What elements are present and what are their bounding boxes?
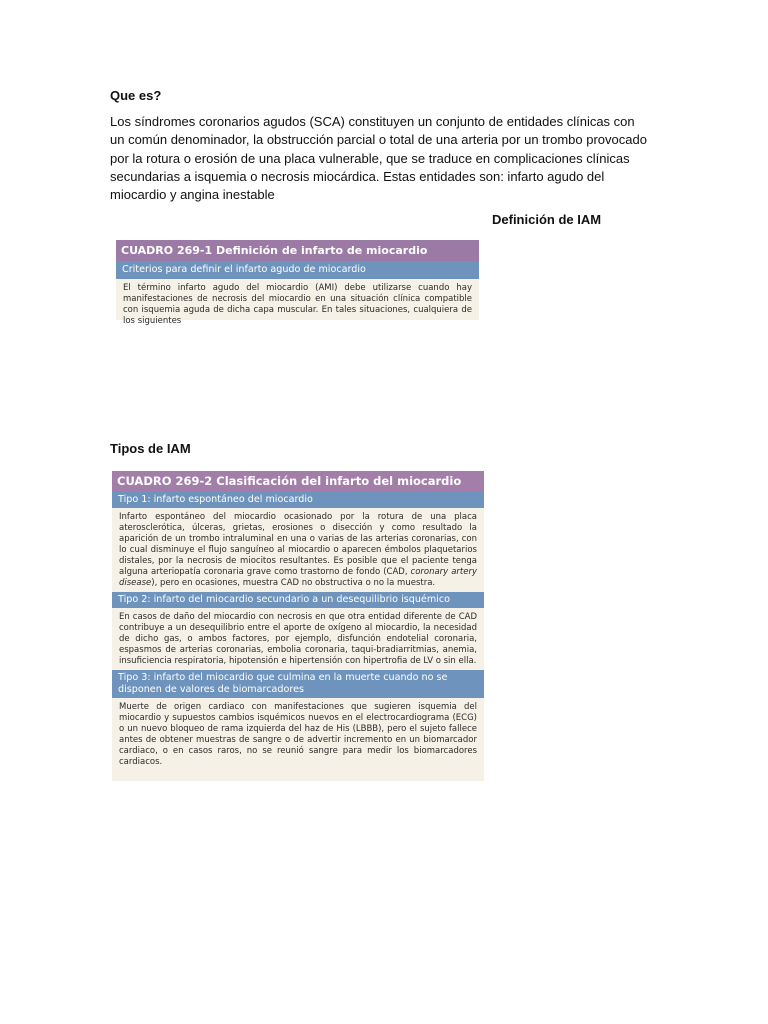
heading-que-es: Que es? (110, 88, 162, 103)
tipo3-header: Tipo 3: infarto del miocardio que culmina en la muerte cuando no se disponen de valores de biomarcadores (112, 670, 484, 698)
tipo2-body: En casos de daño del miocardio con necrosis en que otra entidad diferente de CAD contribuye a un desequilibrio entre el aporte de oxígeno al miocardio, la necesidad de dicho gas, o ambos factores, por ejemplo, disfunción endotelial coronaria, espasmos de arterias coronarias, embolia coronaria, taqui-bradiarritmias, anemia, insuficiencia respiratoria, hipotensión e hipertensión con hipertrofia de LV o sin ella. (119, 612, 477, 666)
tipo1-body-text-b: ), pero en ocasiones, muestra CAD no obstructiva o no la muestra. (151, 578, 436, 588)
cuadro-269-2-title: CUADRO 269-2 Clasificación del infarto del miocardio (112, 471, 484, 492)
cuadro-269-1-image (116, 240, 479, 326)
intro-paragraph: Los síndromes coronarios agudos (SCA) constituyen un conjunto de entidades clínicas con un común denominador, la obstrucción parcial o total de una arteria por un trombo provocado por la rotura o erosión de una placa vulnerable, que se traduce en complicaciones clínicas secundarias a isquemia o necrosis miocárdica. Estas entidades son: infarto agudo del miocardio y angina inestable (110, 114, 647, 203)
tipo1-body-italic: coronary artery disease (119, 567, 477, 588)
tipo1-body (112, 508, 484, 592)
tipo3-body: Muerte de origen cardiaco con manifestaciones que sugieren isquemia del miocardio y supuestos cambios isquémicos nuevos en el electrocardiograma (ECG) o un nuevo bloqueo de rama izquierda del haz de His (LBBB), pero el sujeto fallece antes de obtener muestras de sangre o de advertir incremento en un biomarcador cardiaco, o en casos raros, no se reunió sangre para medir los biomarcadores cardiacos. (119, 702, 477, 767)
tipo2-header: Tipo 2: infarto del miocardio secundario a un desequilibrio isquémico (112, 592, 484, 608)
heading-tipos-iam: Tipos de IAM (110, 441, 191, 456)
tipo1-body-text-a: Infarto espontáneo del miocardio ocasionado por la rotura de una placa aterosclerótica, úlceras, grietas, erosiones o disección y como resultado la aparición de un trombo intraluminal en una o varias de las arterias coronarias, con lo cual disminuye el flujo sanguíneo al miocardio o aparecen émbolos plaquetarios distales, por la necrosis de miocitos resultantes. Es posible que el paciente tenga alguna arteriopatía coronaria grave como trastorno de fondo (CAD, (119, 512, 477, 577)
cuadro-269-1-body: El término infarto agudo del miocardio (AMI) debe utilizarse cuando hay manifestaciones de necrosis del miocardio en una situación clínica compatible con isquemia aguda de dicha capa muscular. En tales situaciones, cualquiera de los siguientes (123, 283, 472, 326)
cuadro-269-2-image (112, 471, 484, 781)
tipo1-header: Tipo 1: infarto espontáneo del miocardio (112, 492, 484, 508)
heading-definicion-iam: Definición de IAM (492, 212, 602, 227)
cuadro-269-1-title: CUADRO 269-1 Definición de infarto de miocardio (116, 240, 479, 261)
cuadro-269-1-section: Criterios para definir el infarto agudo de miocardio (116, 261, 479, 279)
